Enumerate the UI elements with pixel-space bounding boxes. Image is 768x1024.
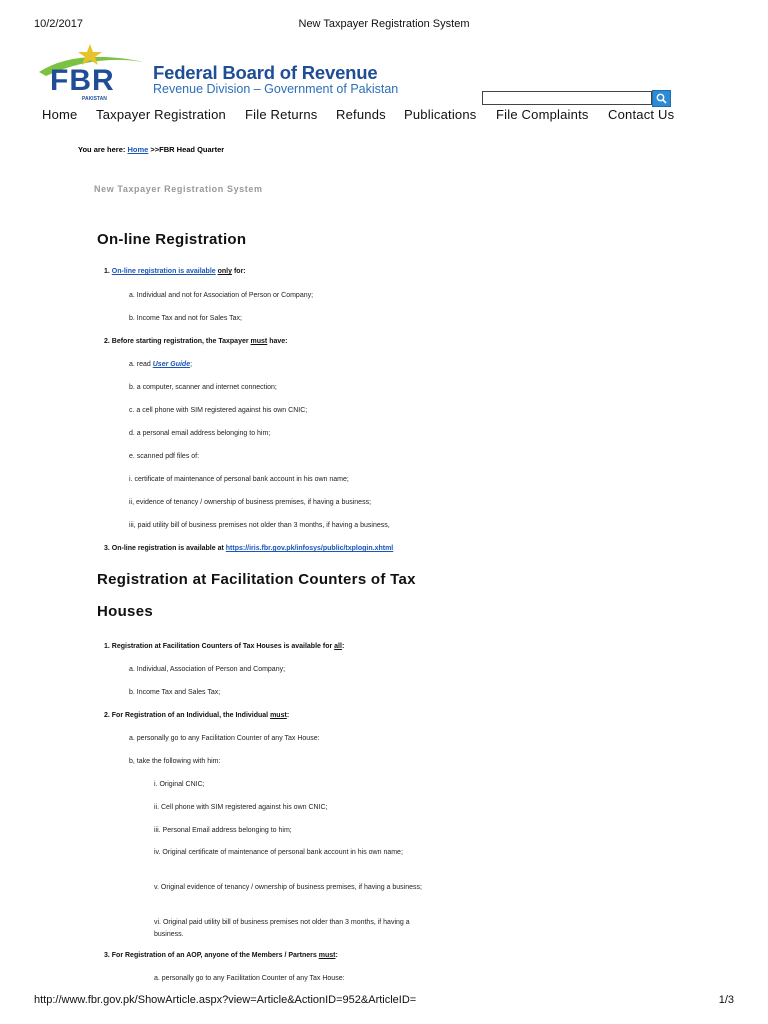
counters-item-2b-v: v. Original evidence of tenancy / ownership of business premises, if having a business; (154, 884, 422, 891)
online-item-2-head: 2. Before starting registration, the Taxpayer (104, 338, 251, 345)
print-date: 10/2/2017 (34, 18, 83, 30)
online-item-1-tail: for: (232, 268, 246, 275)
counters-item-2b-iii: iii. Personal Email address belonging to him; (154, 827, 292, 834)
user-guide-link[interactable]: User Guide (152, 361, 191, 368)
counters-item-3a: a. personally go to any Facilitation Counter of any Tax House: (154, 975, 345, 982)
counters-item-1b: b. Income Tax and Sales Tax; (129, 689, 221, 696)
counters-item-2b-ii: ii. Cell phone with SIM registered against his own CNIC; (154, 804, 328, 811)
nav-publications[interactable]: Publications (404, 107, 477, 122)
breadcrumb-separator: >> (148, 145, 160, 154)
counters-item-1-tail: : (341, 643, 345, 650)
online-heading: On-line Registration (97, 231, 247, 248)
online-item-2a-pre: a. read (129, 361, 153, 368)
nav-home[interactable]: Home (42, 107, 78, 122)
online-item-2e: e. scanned pdf files of: (129, 453, 200, 460)
breadcrumb-current: FBR Head Quarter (159, 145, 225, 154)
iris-login-link[interactable]: https://iris.fbr.gov.pk/infosys/public/txplogin.xhtml (225, 545, 394, 552)
counters-item-3 (104, 952, 338, 959)
nav-refunds[interactable]: Refunds (336, 107, 386, 122)
counters-item-2-head: 2. For Registration of an Individual, the Individual (104, 712, 271, 719)
site-subtitle: Revenue Division – Government of Pakistan (153, 82, 399, 96)
page-title: New Taxpayer Registration System (94, 184, 263, 194)
online-item-3 (104, 545, 393, 552)
counters-item-3-head: 3. For Registration of an AOP, anyone of the Members / Partners (104, 952, 319, 959)
online-item-2e-i: i. certificate of maintenance of personal bank account in his own name; (129, 476, 349, 483)
online-item-2a (129, 361, 192, 368)
main-nav (42, 107, 742, 127)
counters-item-3-must: must (318, 952, 336, 959)
breadcrumb-home-link[interactable]: Home (127, 145, 149, 154)
online-item-2c: c. a cell phone with SIM registered against his own CNIC; (129, 407, 308, 414)
breadcrumb (78, 145, 224, 154)
counters-heading-line-2: Houses (97, 603, 153, 620)
counters-item-2b-vi: vi. Original paid utility bill of business premises not older than 3 months, if having a business. (154, 919, 410, 938)
counters-item-2b-iv: iv. Original certificate of maintenance of personal bank account in his own name; (154, 849, 403, 856)
search-icon (656, 93, 667, 104)
logo-country: PAKISTAN (82, 96, 107, 102)
online-item-2-must: must (250, 338, 268, 345)
search-button[interactable] (652, 90, 671, 107)
online-item-2e-iii: iii, paid utility bill of business premises not older than 3 months, if having a business, (129, 522, 390, 529)
counters-item-2-must: must (270, 712, 287, 719)
online-item-1b: b. Income Tax and not for Sales Tax; (129, 315, 242, 322)
counters-heading-line-1: Registration at Facilitation Counters of Tax (97, 571, 416, 588)
online-item-2b: b. a computer, scanner and internet connection; (129, 384, 277, 391)
online-item-2d: d. a personal email address belonging to him; (129, 430, 271, 437)
online-only-text: only (217, 268, 233, 275)
online-item-2e-ii: ii, evidence of tenancy / ownership of business premises, if having a business; (129, 499, 372, 506)
online-item-3-head: 3. On-line registration is available at (104, 545, 226, 552)
nav-file-returns[interactable]: File Returns (245, 107, 318, 122)
counters-item-2 (104, 712, 289, 719)
counters-item-2a: a. personally go to any Facilitation Counter of any Tax House: (129, 735, 320, 742)
online-item-2 (104, 338, 288, 345)
counters-item-3-tail: : (335, 952, 338, 959)
online-item-1 (104, 268, 246, 275)
online-registration-link[interactable]: On-line registration is available (111, 268, 216, 275)
counters-item-2-tail: : (286, 712, 290, 719)
logo-abbr: FBR (50, 64, 115, 97)
breadcrumb-prefix: You are here: (78, 145, 128, 154)
counters-item-1a: a. Individual, Association of Person and Company; (129, 666, 286, 673)
nav-contact-us[interactable]: Contact Us (608, 107, 675, 122)
search-input[interactable] (482, 91, 652, 105)
print-url: http://www.fbr.gov.pk/ShowArticle.aspx?view=Article&ActionID=952&ArticleID= (34, 994, 417, 1006)
online-item-1-num: 1. (104, 268, 112, 275)
online-item-1a: a. Individual and not for Association of Person or Company; (129, 292, 314, 299)
online-item-2a-post: ; (190, 361, 193, 368)
site-name: Federal Board of Revenue (153, 62, 378, 83)
nav-file-complaints[interactable]: File Complaints (496, 107, 589, 122)
online-item-2-tail: have: (267, 338, 288, 345)
print-title: New Taxpayer Registration System (298, 18, 470, 30)
counters-item-2b: b, take the following with him: (129, 758, 221, 765)
counters-item-1-all: all (334, 643, 342, 650)
counters-item-1-head: 1. Registration at Facilitation Counters of Tax Houses is available for (104, 643, 335, 650)
print-page-number: 1/3 (718, 994, 734, 1006)
counters-item-1 (104, 643, 344, 650)
counters-item-2b-i: i. Original CNIC; (154, 781, 205, 788)
nav-taxpayer-registration[interactable]: Taxpayer Registration (96, 107, 226, 122)
